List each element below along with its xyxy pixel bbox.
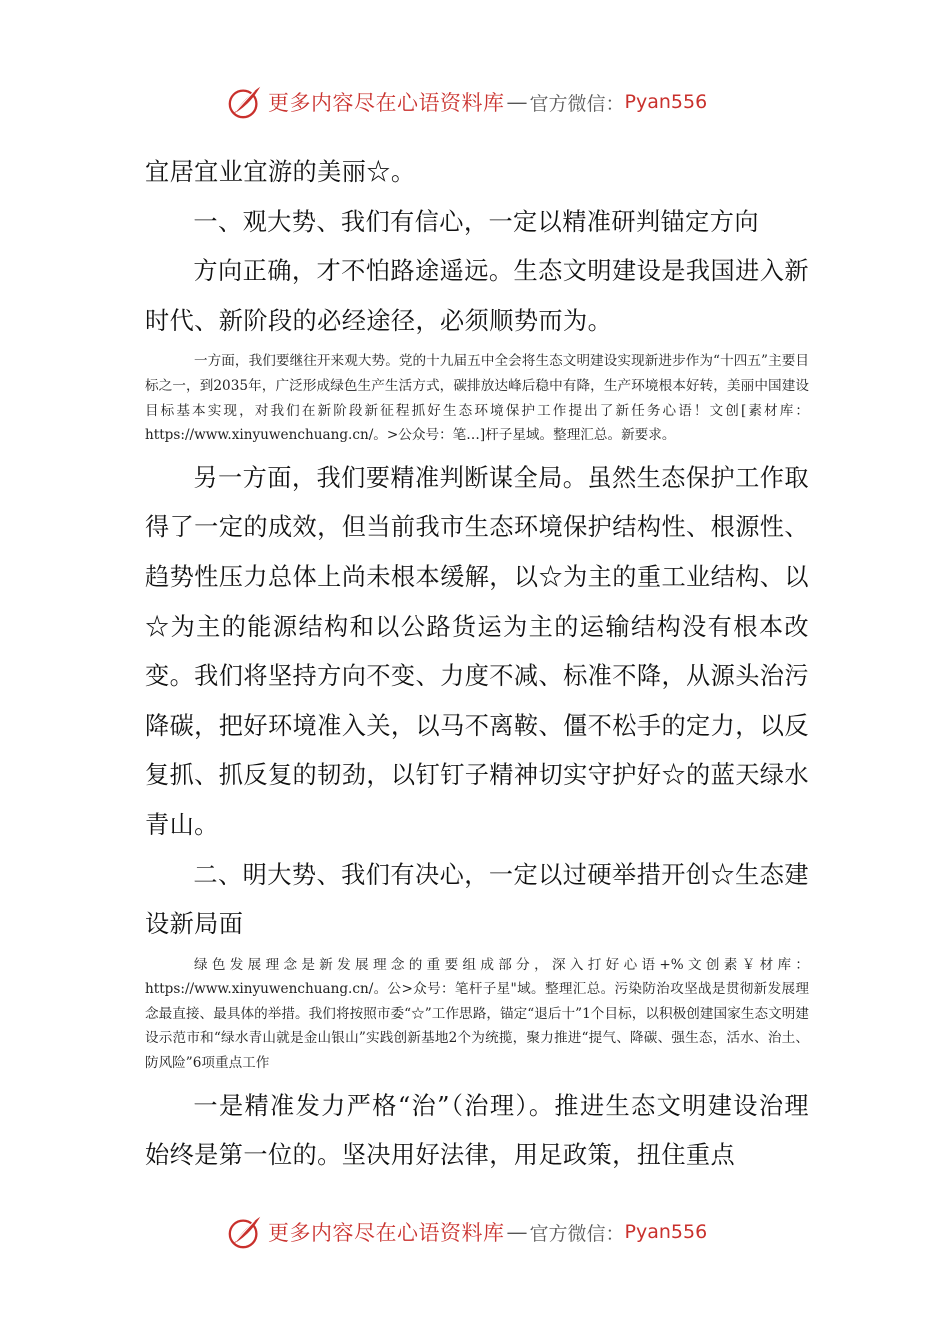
banner-title: 更多内容尽在心语资料库: [268, 91, 505, 115]
heading-section-2: 二、明大势、我们有决心，一定以过硬举措开创☆生态建设新局面: [145, 860, 809, 939]
banner-wechat-id: Pyan556: [624, 91, 708, 113]
paragraph-5: 另一方面，我们要精准判断谋全局。虽然生态保护工作取得了一定的成效，但当前我市生态环境保护结构性、根源性、趋势性压力总体上尚未根本缓解，以☆为主的重工业结构、以☆为主的能源结构和以公路货运为主的运输结构没有根本改变。我们将坚持方向不变、力度不减、标准不降，从源头治污降碳，把好环境准入关，以马不离鞍、僵不松手的定力，以反复抓、抓反复的韧劲，以钉钉子精神切实守护好☆的蓝天绿水青山。: [145, 463, 809, 839]
quill-logo-icon: [226, 83, 264, 121]
footer-banner: [226, 1212, 746, 1252]
banner-separator: —: [506, 1220, 528, 1244]
banner-separator: —: [506, 90, 528, 114]
banner-wechat-id: Pyan556: [624, 1221, 708, 1243]
banner-title: 更多内容尽在心语资料库: [268, 1221, 505, 1245]
paragraph-1: 宜居宜业宜游的美丽☆。: [145, 158, 416, 186]
header-banner: [226, 82, 746, 122]
paragraph-7-small: 绿色发展理念是新发展理念的重要组成部分，深入打好心语+%文创素￥材库：https://www.xinyuwenchuang.cn/。公>众号：笔杆子星"域。整理汇总。污染防治攻坚战是贯彻新发展理念最直接、最具体的举措。我们将按照市委“☆”工作思路，锚定“退后十”1个目标，以积极创建国家生态文明建设示范市和“绿水青山就是金山银山”实践创新基地2个为统揽，聚力推进“提气、降碳、强生态，活水、治土、防风险”6项重点工作: [145, 956, 809, 1072]
paragraph-8: 一是精准发力严格“治”（治理）。推进生态文明建设治理始终是第一位的。坚决用好法律，用足政策，扭住重点: [145, 1091, 809, 1170]
paragraph-4-small: 一方面，我们要继往开来观大势。党的十九届五中全会将生态文明建设实现新进步作为“十四五”主要目标之一，到2035年，广泛形成绿色生产生活方式，碳排放达峰后稳中有降，生产环境根本好转，美丽中国建设目标基本实现，对我们在新阶段新征程抓好生态环境保护工作提出了新任务心语！文创[素材库：https://www.xinyuwenchuang.cn/。>公众号：笔…]杆子星域。整理汇总。新要求。: [145, 353, 809, 444]
paragraph-3: 方向正确，才不怕路途遥远。生态文明建设是我国进入新时代、新阶段的必经途径，必须顺势而为。: [145, 257, 809, 335]
quill-logo-icon: [226, 1213, 264, 1251]
document-body: [145, 148, 809, 1181]
heading-section-1: 一、观大势、我们有信心，一定以精准研判锚定方向: [193, 207, 759, 236]
banner-wechat-label: 官方微信：: [529, 1222, 625, 1245]
banner-wechat-label: 官方微信：: [529, 92, 625, 115]
